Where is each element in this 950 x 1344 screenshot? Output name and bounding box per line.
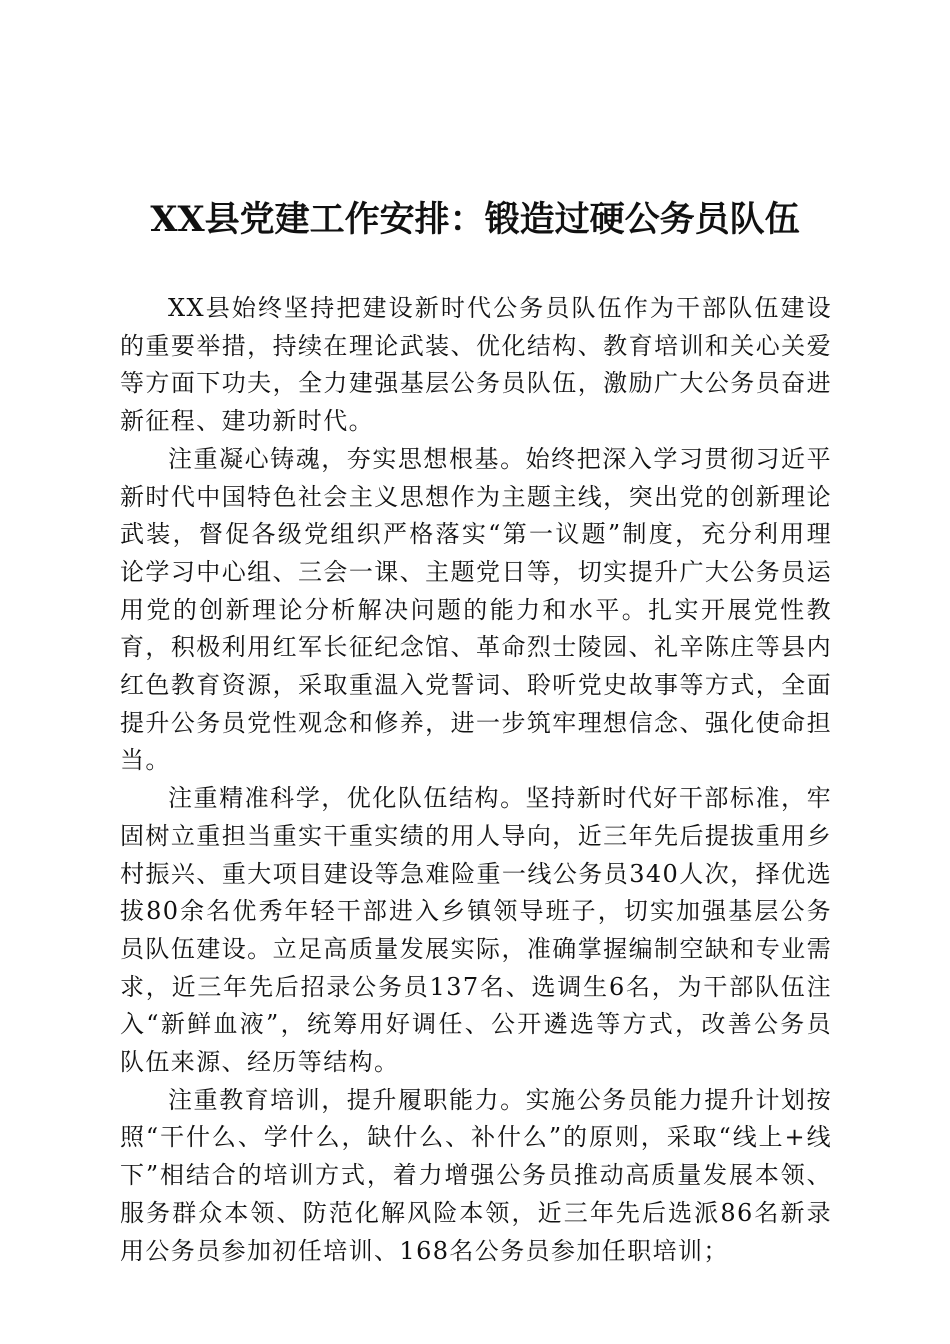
paragraph-intro: XX县始终坚持把建设新时代公务员队伍作为干部队伍建设的重要举措，持续在理论武装、优化结构、教育培训和关心关爱等方面下功夫，全力建强基层公务员队伍，激励广大公务员奋进新征程、建功新时代。 bbox=[120, 294, 832, 436]
document-body bbox=[120, 290, 832, 1270]
paragraph-ideology: 注重凝心铸魂，夯实思想根基。始终把深入学习贯彻习近平新时代中国特色社会主义思想作为主题主线，突出党的创新理论武装，督促各级党组织严格落实“第一议题”制度，充分利用理论学习中心组、三会一课、主题党日等，切实提升广大公务员运用党的创新理论分析解决问题的能力和水平。扎实开展党性教育，积极利用红军长征纪念馆、革命烈士陵园、礼辛陈庄等县内红色教育资源，采取重温入党誓词、聆听党史故事等方式，全面提升公务员党性观念和修养，进一步筑牢理想信念、强化使命担当。 bbox=[120, 444, 832, 775]
paragraph-training: 注重教育培训，提升履职能力。实施公务员能力提升计划按照“干什么、学什么，缺什么、补什么”的原则，采取“线上+线下”相结合的培训方式，着力增强公务员推动高质量发展本领、服务群众本领、防范化解风险本领，近三年先后选派86名新录用公务员参加初任培训、168名公务员参加任职培训； bbox=[120, 1085, 832, 1265]
paragraph-structure: 注重精准科学，优化队伍结构。坚持新时代好干部标准，牢固树立重担当重实干重实绩的用人导向，近三年先后提拔重用乡村振兴、重大项目建设等急难险重一线公务员340人次，择优选拔80余名优秀年轻干部进入乡镇领导班子，切实加强基层公务员队伍建设。立足高质量发展实际，准确掌握编制空缺和专业需求，近三年先后招录公务员137名、选调生6名，为干部队伍注入“新鲜血液”，统筹用好调任、公开遴选等方式，改善公务员队伍来源、经历等结构。 bbox=[120, 784, 832, 1077]
document-title: XX县党建工作安排：锻造过硬公务员队伍 bbox=[150, 199, 800, 240]
